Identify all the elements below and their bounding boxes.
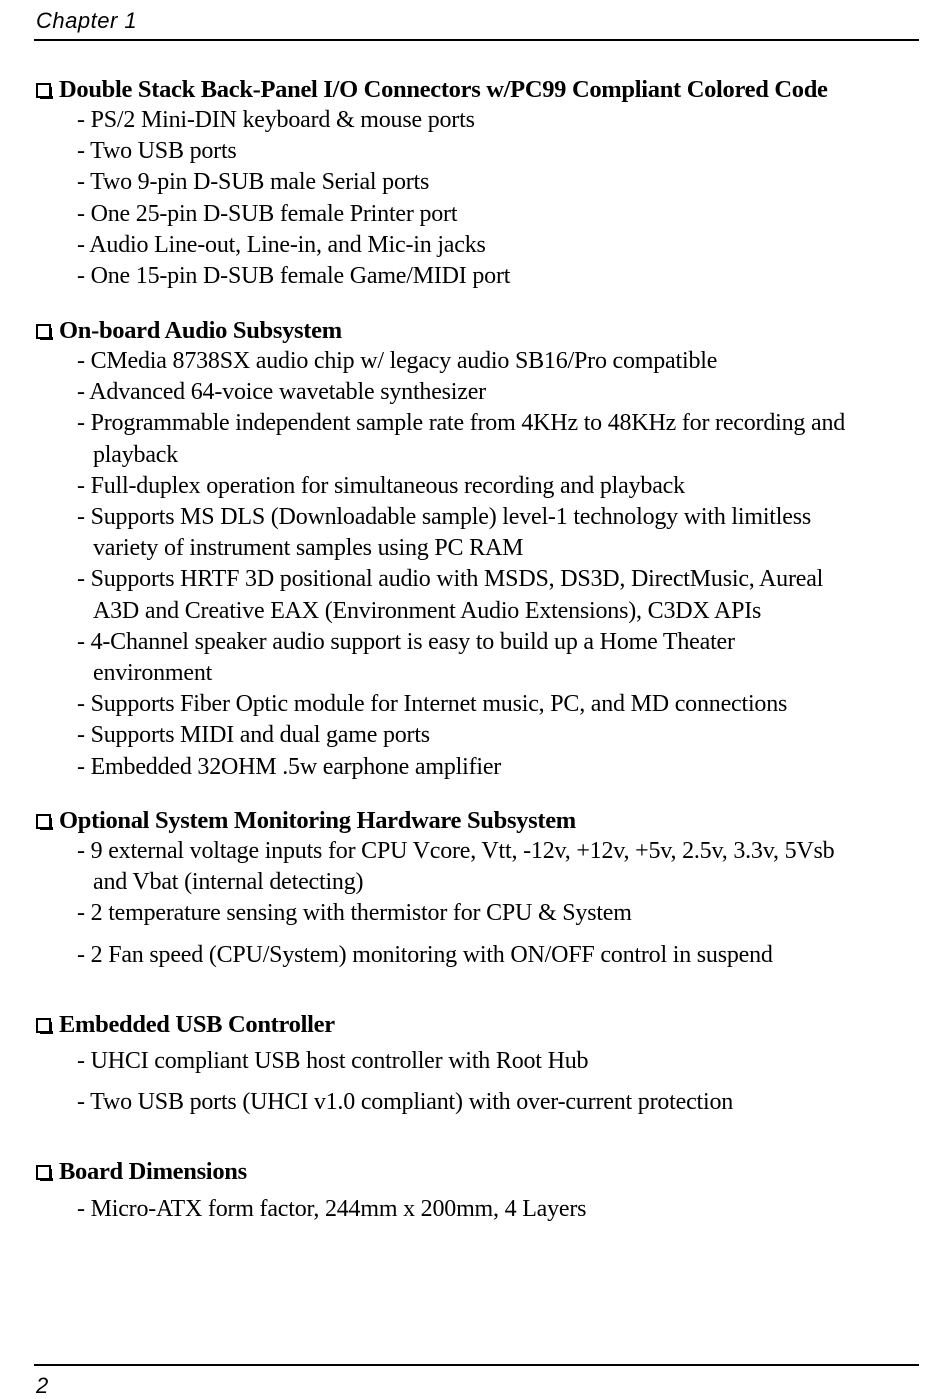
item-line: - 4-Channel speaker audio support is easy to build up a Home Theater xyxy=(77,628,735,655)
section-title xyxy=(36,74,916,105)
list-item xyxy=(36,564,916,626)
list-item: - PS/2 Mini-DIN keyboard & mouse ports xyxy=(77,107,475,133)
item-continuation: playback xyxy=(93,441,179,468)
list-item: - Full-duplex operation for simultaneous recording and playback xyxy=(77,472,685,499)
list-item: - Micro-ATX form factor, 244mm x 200mm, 4 Layers xyxy=(77,1196,587,1222)
section-title xyxy=(36,1156,916,1187)
list-item xyxy=(36,627,916,689)
list-item: - CMedia 8738SX audio chip w/ legacy audio SB16/Pro compatible xyxy=(77,348,718,374)
list-item xyxy=(36,836,916,898)
item-line: - 9 external voltage inputs for CPU Vcore, Vtt, -12v, +12v, +5v, 2.5v, 3.3v, 5Vsb xyxy=(77,838,835,864)
section-system-monitoring xyxy=(36,805,916,971)
list-item: - Supports MIDI and dual game ports xyxy=(77,722,430,749)
chapter-header: Chapter 1 xyxy=(36,8,138,33)
section-io-connectors xyxy=(36,74,916,292)
item-line: - Supports HRTF 3D positional audio with MSDS, DS3D, DirectMusic, Aureal xyxy=(77,566,824,593)
item-continuation: variety of instrument samples using PC RAM xyxy=(93,535,524,562)
checkbox-icon xyxy=(36,324,51,339)
footer-rule xyxy=(34,1364,919,1366)
section-title xyxy=(36,315,916,346)
checkbox-icon xyxy=(36,814,51,829)
checkbox-icon xyxy=(36,1018,51,1033)
list-item xyxy=(36,502,916,564)
item-continuation: environment xyxy=(93,660,213,687)
checkbox-icon xyxy=(36,1165,51,1180)
section-title-text: Embedded USB Controller xyxy=(59,1011,335,1038)
list-item: - Advanced 64-voice wavetable synthesizer xyxy=(77,379,486,406)
section-usb-controller xyxy=(36,1009,916,1118)
list-item: - Two USB ports (UHCI v1.0 compliant) with over-current protection xyxy=(77,1089,734,1116)
list-item: - UHCI compliant USB host controller with Root Hub xyxy=(77,1048,589,1074)
item-line: - Programmable independent sample rate from 4KHz to 48KHz for recording and xyxy=(77,410,846,437)
list-item: - Embedded 32OHM .5w earphone amplifier xyxy=(77,753,502,780)
section-title-text: Optional System Monitoring Hardware Subsystem xyxy=(59,807,576,834)
list-item: - 2 temperature sensing with thermistor for CPU & System xyxy=(77,900,632,927)
item-continuation: and Vbat (internal detecting) xyxy=(93,869,364,896)
item-list xyxy=(36,836,916,971)
list-item: - 2 Fan speed (CPU/System) monitoring with ON/OFF control in suspend xyxy=(77,941,773,968)
section-title xyxy=(36,805,916,836)
list-item: - Audio Line-out, Line-in, and Mic-in jacks xyxy=(77,231,486,258)
section-audio-subsystem xyxy=(36,315,916,783)
item-list xyxy=(36,346,916,783)
item-list xyxy=(36,1046,916,1118)
header-rule xyxy=(34,39,919,41)
list-item: - One 25-pin D-SUB female Printer port xyxy=(77,200,458,227)
section-title-text: On-board Audio Subsystem xyxy=(59,317,342,344)
item-continuation: A3D and Creative EAX (Environment Audio Extensions), C3DX APIs xyxy=(93,597,762,624)
list-item: - Supports Fiber Optic module for Internet music, PC, and MD connections xyxy=(77,691,788,718)
list-item xyxy=(36,408,916,470)
item-line: - Supports MS DLS (Downloadable sample) level-1 technology with limitless xyxy=(77,504,811,531)
checkbox-icon xyxy=(36,83,51,98)
section-board-dimensions xyxy=(36,1156,916,1225)
list-item: - One 15-pin D-SUB female Game/MIDI port xyxy=(77,263,511,290)
page-number: 2 xyxy=(36,1373,49,1398)
list-item: - Two 9-pin D-SUB male Serial ports xyxy=(77,169,430,196)
section-title-text: Board Dimensions xyxy=(59,1158,247,1185)
section-title-text: Double Stack Back-Panel I/O Connectors w/PC99 Compliant Colored Code xyxy=(59,76,828,103)
list-item: - Two USB ports xyxy=(77,138,237,165)
section-title xyxy=(36,1009,916,1040)
item-list xyxy=(36,105,916,292)
item-list xyxy=(36,1194,916,1225)
